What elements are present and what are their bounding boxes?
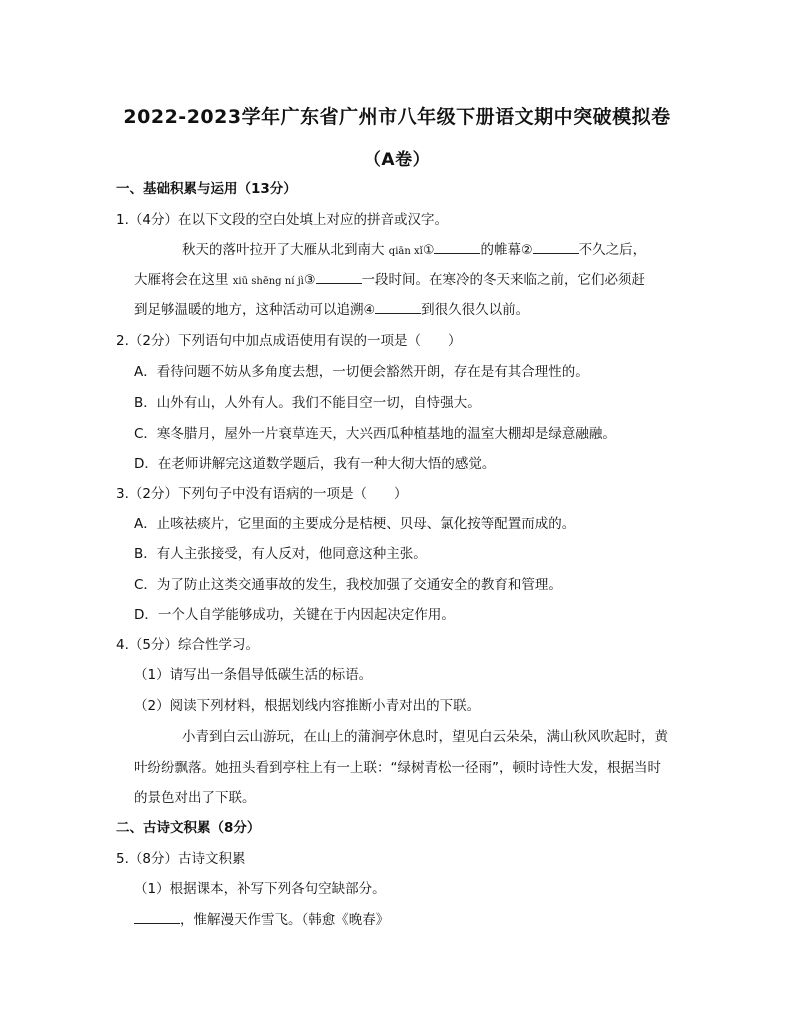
question-3-option-b: B．有人主张接受，有人反对，他同意这种主张。 (134, 546, 427, 562)
question-1-passage-line-1 (182, 241, 646, 261)
pinyin-text: xiū shēng ní jì (232, 276, 304, 287)
poem-text: ，惟解漫天作雪飞。（韩愈《晚春》 (180, 912, 390, 928)
question-2-option-c: C．寒冬腊月，屋外一片衰草连天，大兴西瓜种植基地的温室大棚却是绿意融融。 (134, 426, 616, 442)
question-4-material-line-2: 叶纷纷飘落。她扭头看到亭柱上有一上联：“绿树青松一径雨”，顿时诗性大发，根据当时 (134, 760, 661, 776)
question-3-option-c: C．为了防止这类交通事故的发生，我校加强了交通安全的教育和管理。 (134, 577, 562, 593)
question-2-stem: 2.（2分）下列语句中加点成语使用有误的一项是（ ） (116, 333, 462, 349)
question-1-passage-line-2 (134, 271, 645, 291)
question-5-sub-1: （1）根据课本，补写下列各句空缺部分。 (134, 881, 386, 897)
document-title: 2022-2023学年广东省广州市八年级下册语文期中突破模拟卷 (123, 106, 671, 128)
question-3-option-d: D．一个人自学能够成功，关键在于内因起决定作用。 (134, 607, 455, 623)
passage-text: 不久之后， (578, 242, 647, 258)
blank-number-2: ② (520, 243, 533, 258)
passage-text: 秋天的落叶拉开了大雁从北到南大 (182, 242, 385, 258)
pinyin-text: qiān xǐ (388, 246, 423, 257)
answer-blank-4[interactable] (375, 301, 421, 314)
question-4-material-line-3: 的景色对出了下联。 (134, 790, 256, 806)
passage-text: 大雁将会在这里 (134, 272, 229, 288)
passage-text: 到足够温暖的地方，这种活动可以追溯 (134, 302, 364, 318)
question-5-stem: 5.（8分）古诗文积累 (116, 851, 246, 867)
passage-text: 的帷幕 (480, 242, 521, 258)
answer-blank-3[interactable] (316, 271, 362, 284)
question-4-material-line-1: 小青到白云山游玩，在山上的蒲涧亭休息时，望见白云朵朵，满山秋风吹起时，黄 (182, 729, 668, 745)
question-2-option-a: A．看待问题不妨从多角度去想，一切便会豁然开朗，存在是有其合理性的。 (134, 364, 589, 380)
blank-number-4: ④ (363, 303, 376, 318)
question-4-sub-2: （2）阅读下列材料，根据划线内容推断小青对出的下联。 (134, 698, 481, 714)
question-5-line-1 (134, 911, 389, 929)
section-heading-1: 一、基础积累与运用（13分） (116, 181, 297, 197)
question-3-option-a: A．止咳祛痰片，它里面的主要成分是桔梗、贝母、氯化按等配置而成的。 (134, 516, 576, 532)
answer-blank-1[interactable] (434, 241, 480, 254)
question-3-stem: 3.（2分）下列句子中没有语病的一项是（ ） (116, 486, 408, 502)
blank-number-3: ③ (303, 273, 316, 288)
blank-number-1: ① (422, 243, 435, 258)
question-4-sub-1: （1）请写出一条倡导低碳生活的标语。 (134, 667, 373, 683)
question-2-option-d: D．在老师讲解完这道数学题后，我有一种大彻大悟的感觉。 (134, 456, 496, 472)
section-heading-2: 二、古诗文积累（8分） (116, 820, 261, 836)
question-1-stem: 1.（4分）在以下文段的空白处填上对应的拼音或汉字。 (116, 212, 448, 228)
answer-blank-2[interactable] (533, 241, 579, 254)
document-subtitle: （A卷） (363, 150, 431, 170)
passage-text: 一段时间。在寒冷的冬天来临之前，它们必须赶 (361, 272, 646, 288)
passage-text: 到很久很久以前。 (421, 302, 530, 318)
question-2-option-b: B．山外有山，人外有人。我们不能目空一切，自恃强大。 (134, 395, 481, 411)
question-1-passage-line-3 (134, 301, 529, 320)
answer-blank-5[interactable] (134, 911, 180, 924)
question-4-stem: 4.（5分）综合性学习。 (116, 637, 259, 653)
